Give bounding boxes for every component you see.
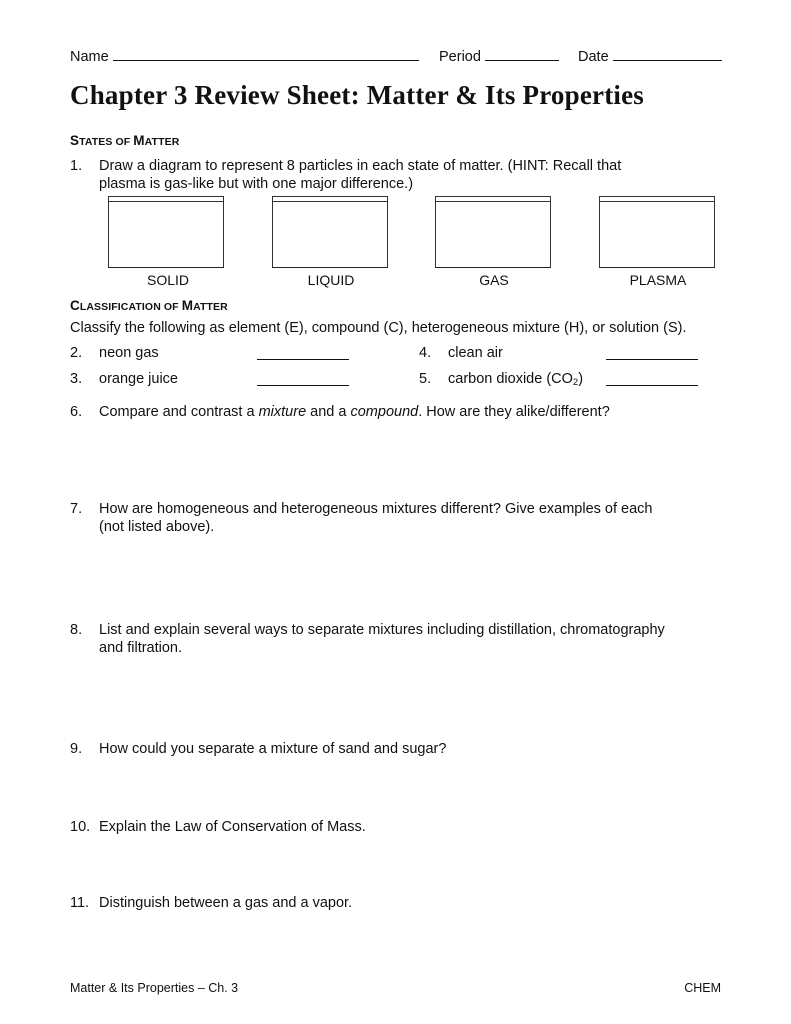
section-heading-states-of-matter (70, 133, 179, 148)
question-5-answer-blank[interactable] (606, 370, 698, 386)
question-2-answer-blank[interactable] (257, 344, 349, 360)
question-11-number: 11. (70, 895, 90, 911)
period-field (439, 46, 559, 66)
section-heading-classification-of-matter (70, 298, 228, 313)
classification-instructions: Classify the following as element (E), compound (C), heterogeneous mixture (H), or solution (S). (70, 320, 687, 336)
question-8-text-line1: List and explain several ways to separate mixtures including distillation, chromatography (99, 622, 665, 638)
question-10-number: 10. (70, 819, 91, 835)
box-top-rule (273, 201, 387, 202)
question-10-text: Explain the Law of Conservation of Mass. (99, 819, 366, 835)
question-1-text-line1: Draw a diagram to represent 8 particles in each state of matter. (HINT: Recall that (99, 158, 622, 174)
question-5-subscript: 2 (572, 377, 579, 388)
period-blank[interactable] (485, 46, 559, 61)
page-title: Chapter 3 Review Sheet: Matter & Its Properties (70, 80, 645, 110)
q6-part: . How are they alike/different? (418, 404, 610, 420)
footer-left: Matter & Its Properties – Ch. 3 (70, 981, 239, 995)
question-9-text: How could you separate a mixture of sand and sugar? (99, 741, 447, 757)
question-4-answer-blank[interactable] (606, 344, 698, 360)
gas-label: GAS (479, 272, 509, 288)
question-8-text-line2: and filtration. (99, 640, 183, 656)
name-label: Name (70, 49, 109, 65)
heading-initial: S (70, 133, 80, 148)
q6-emphasis-mixture: mixture (258, 404, 307, 420)
date-field (578, 46, 722, 66)
plasma-label: PLASMA (629, 272, 687, 288)
question-8-number: 8. (70, 622, 83, 638)
question-5-text-close: ) (578, 371, 584, 387)
heading-smallcaps: ATTER (144, 136, 180, 148)
name-blank[interactable] (113, 46, 419, 61)
question-2-text: neon gas (99, 345, 159, 361)
box-top-rule (600, 201, 714, 202)
liquid-label: LIQUID (307, 272, 355, 288)
heading-smallcaps: TATES OF (79, 136, 134, 148)
date-label: Date (578, 49, 609, 65)
heading-initial: M (181, 298, 194, 313)
date-blank[interactable] (613, 46, 722, 61)
period-label: Period (439, 49, 481, 65)
question-1-text-line2: plasma is gas-like but with one major difference.) (99, 176, 414, 192)
box-top-rule (109, 201, 223, 202)
plasma-drawing-box[interactable] (599, 196, 715, 268)
question-3-text: orange juice (99, 371, 178, 387)
gas-drawing-box[interactable] (435, 196, 551, 268)
solid-drawing-box[interactable] (108, 196, 224, 268)
question-7-number: 7. (70, 501, 83, 517)
question-11-text: Distinguish between a gas and a vapor. (99, 895, 353, 911)
question-4-text: clean air (448, 345, 503, 361)
q6-part: and a (306, 404, 351, 420)
q6-part: Compare and contrast a (99, 404, 259, 420)
question-6-number: 6. (70, 404, 83, 420)
heading-initial: C (70, 298, 80, 313)
question-5-text (448, 370, 583, 392)
liquid-drawing-box[interactable] (272, 196, 388, 268)
box-top-rule (436, 201, 550, 202)
heading-initial: M (133, 133, 145, 148)
footer-right: CHEM (684, 981, 721, 995)
question-4-number: 4. (419, 345, 432, 361)
heading-smallcaps: LASSIFICATION OF (79, 301, 182, 313)
name-field (70, 46, 419, 66)
question-6-text (99, 403, 610, 421)
question-7-text-line1: How are homogeneous and heterogeneous mixtures different? Give examples of each (99, 501, 653, 517)
solid-label: SOLID (146, 272, 189, 288)
question-9-number: 9. (70, 741, 83, 757)
question-5-number: 5. (419, 371, 432, 387)
question-3-number: 3. (70, 371, 83, 387)
question-7-text-line2: (not listed above). (99, 519, 215, 535)
heading-smallcaps: ATTER (193, 301, 228, 313)
question-5-text-main: carbon dioxide (CO (448, 371, 573, 387)
question-3-answer-blank[interactable] (257, 370, 349, 386)
question-1-number: 1. (70, 158, 83, 174)
q6-emphasis-compound: compound (350, 404, 419, 420)
question-2-number: 2. (70, 345, 83, 361)
